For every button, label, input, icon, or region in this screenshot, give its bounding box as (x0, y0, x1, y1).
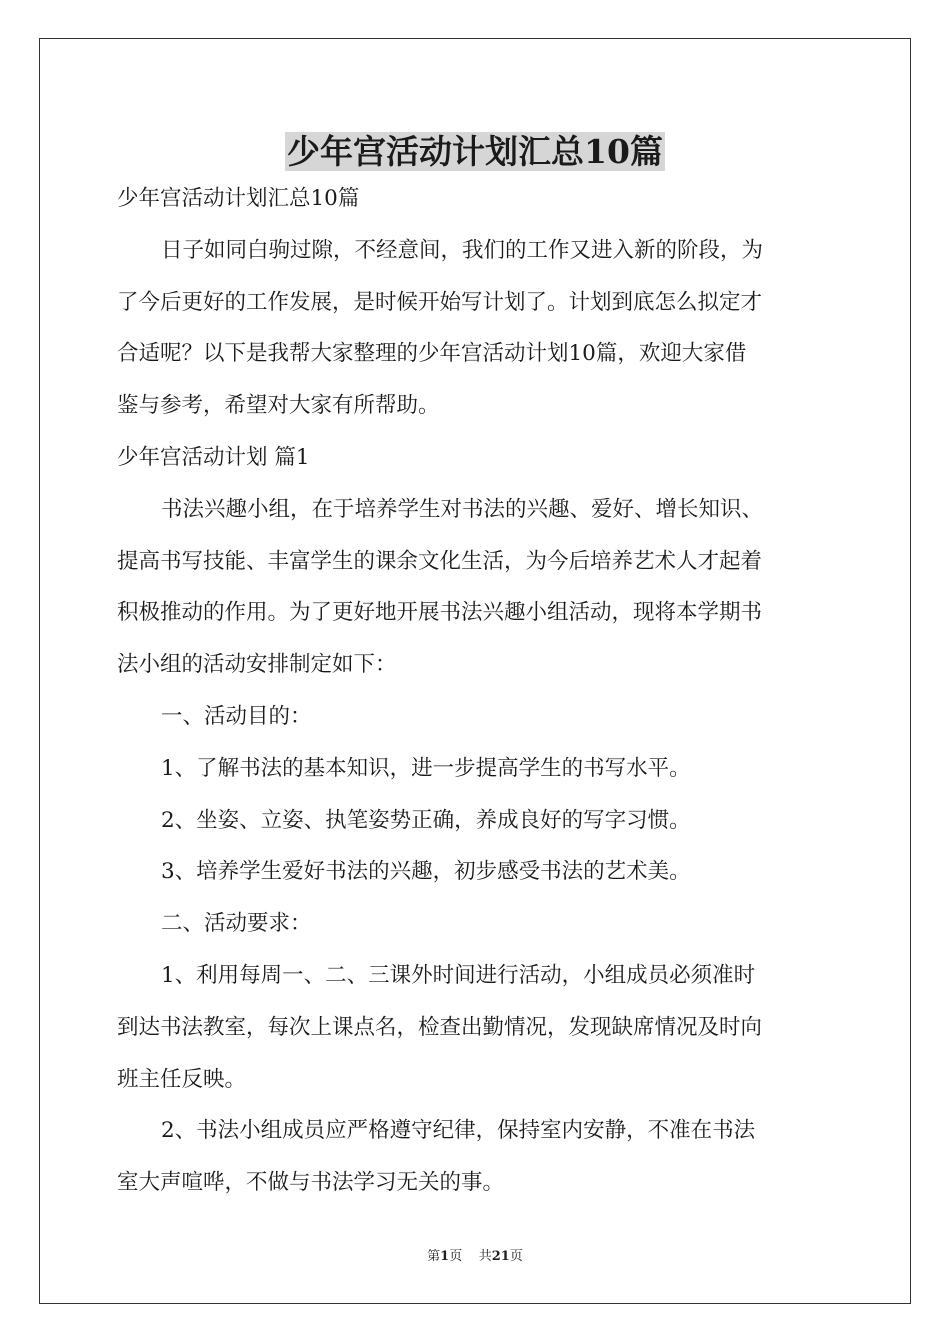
document-title (0, 126, 950, 178)
section-paragraph (117, 484, 835, 691)
total-prefix: 共 (478, 1249, 492, 1264)
document-body (117, 173, 835, 1209)
page-total: 21 (491, 1249, 510, 1264)
requirement-item-2 (117, 1105, 835, 1209)
requirement-line: 2、书法小组成员应严格遵守纪律，保持室内安静，不准在书法 (161, 1118, 756, 1144)
intro-paragraph (117, 225, 835, 432)
goal-heading: 一、活动目的： (161, 703, 312, 729)
requirement-heading: 二、活动要求： (161, 911, 312, 937)
total-suffix: 页 (509, 1249, 523, 1264)
goal-item: 2、坐姿、立姿、执笔姿势正确，养成良好的写字习惯。 (161, 807, 691, 833)
section-line: 提高书写技能、丰富学生的课余文化生活，为今后培养艺术人才起着 (117, 548, 763, 574)
requirement-line: 室大声喧哗，不做与书法学习无关的事。 (117, 1170, 505, 1196)
section-heading: 少年宫活动计划 篇1 (117, 444, 310, 470)
document-title-text: 少年宫活动计划汇总10篇 (287, 132, 663, 171)
intro-line: 日子如同白驹过隙，不经意间，我们的工作又进入新的阶段，为 (161, 237, 764, 263)
page-prefix: 第 (427, 1249, 441, 1264)
goal-item: 3、培养学生爱好书法的兴趣，初步感受书法的艺术美。 (161, 859, 691, 885)
section-line: 积极推动的作用。为了更好地开展书法兴趣小组活动，现将本学期书 (117, 600, 763, 626)
requirement-line: 1、利用每周一、二、三课外时间进行活动，小组成员必须准时 (161, 962, 756, 988)
requirement-item-1 (117, 950, 835, 1105)
page-footer (0, 1245, 950, 1264)
goal-item: 1、了解书法的基本知识，进一步提高学生的书写水平。 (161, 755, 691, 781)
page-current: 1 (440, 1249, 450, 1264)
page-suffix: 页 (449, 1249, 463, 1264)
requirement-line: 到达书法教室，每次上课点名，检查出勤情况，发现缺席情况及时向 (117, 1014, 763, 1040)
requirement-line: 班主任反映。 (117, 1066, 247, 1092)
section-line: 书法兴趣小组，在于培养学生对书法的兴趣、爱好、增长知识、 (161, 496, 764, 522)
document-subtitle: 少年宫活动计划汇总10篇 (117, 186, 360, 211)
intro-line: 合适呢？以下是我帮大家整理的少年宫活动计划10篇，欢迎大家借 (117, 341, 747, 367)
intro-line: 鉴与参考，希望对大家有所帮助。 (117, 393, 440, 419)
intro-line: 了今后更好的工作发展，是时候开始写计划了。计划到底怎么拟定才 (117, 289, 763, 315)
section-line: 法小组的活动安排制定如下： (117, 652, 397, 678)
